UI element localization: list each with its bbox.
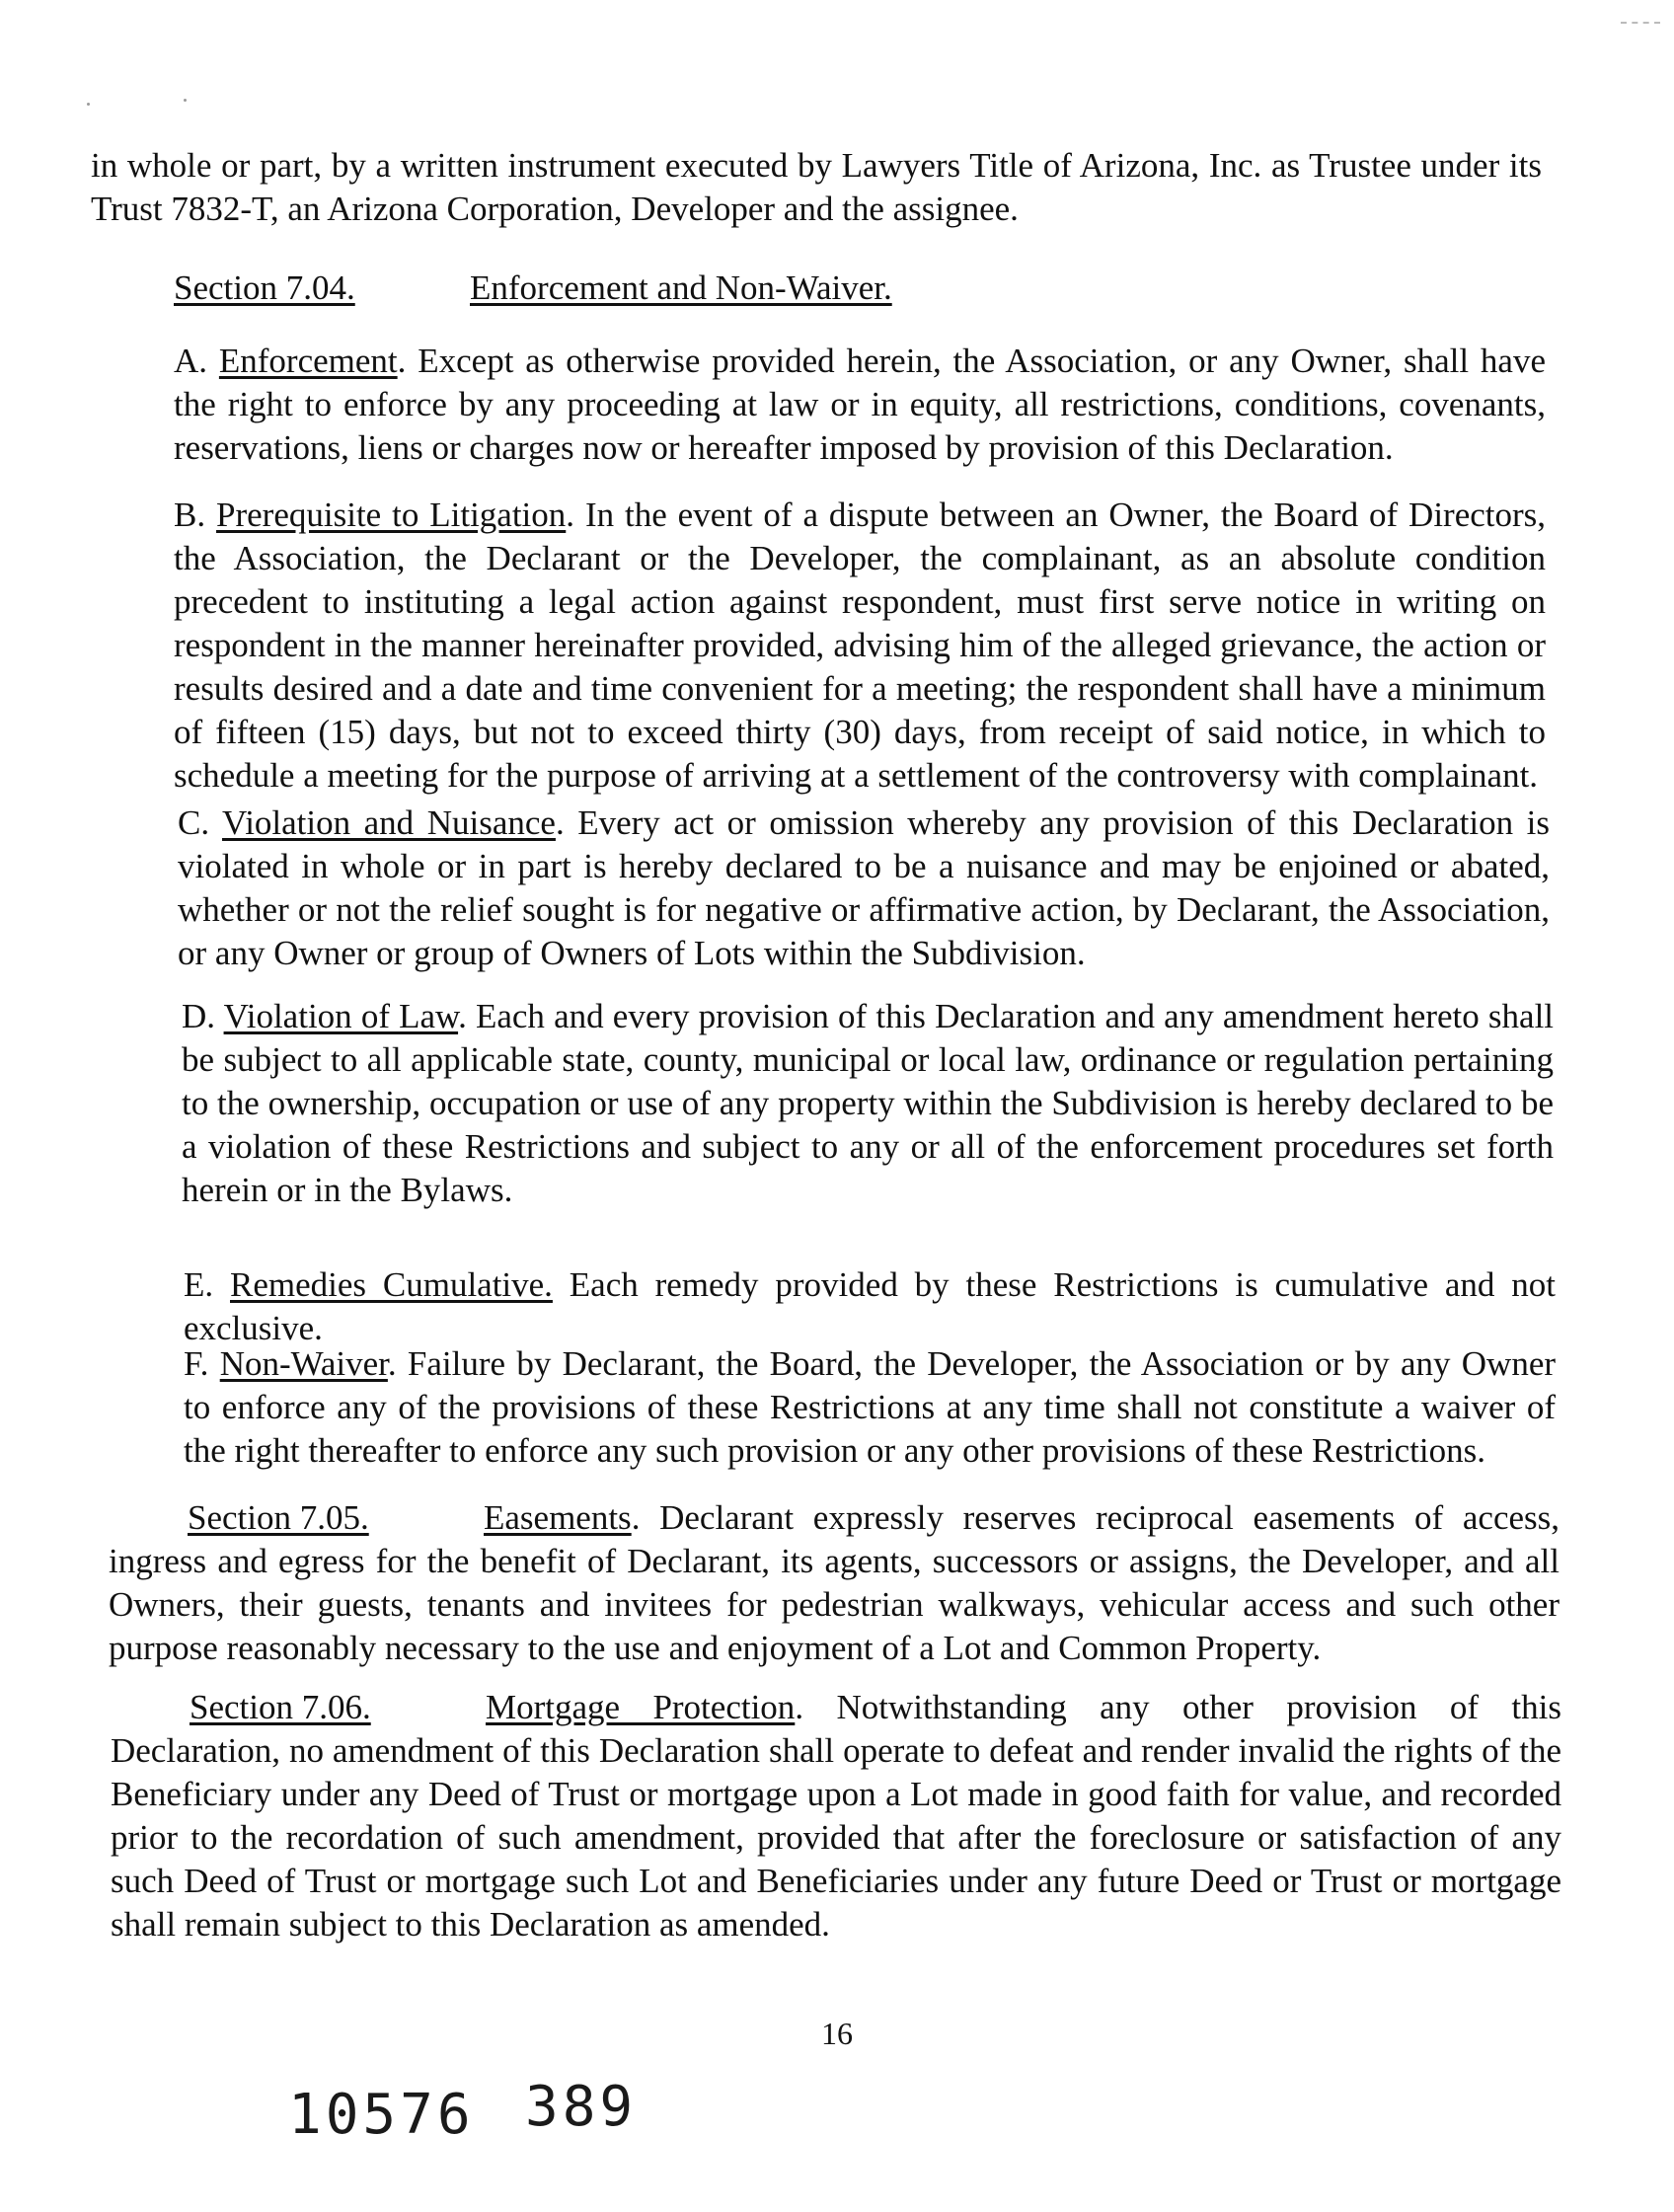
section-704-heading bbox=[174, 267, 892, 310]
scan-speck bbox=[87, 103, 90, 106]
item-c-letter: C. bbox=[178, 803, 210, 842]
item-d-title: Violation of Law bbox=[223, 997, 459, 1035]
item-f: F. Non-Waiver. Failure by Declarant, the Board, the Developer, the Association or by any Owner to enforce any of the provisions of these Restrictions at any time shall not constitute a waiver of the right thereafter to enforce any such provision or any other provisions of these Restrictions. bbox=[184, 1344, 1557, 1470]
item-e-letter: E. bbox=[184, 1265, 214, 1304]
section-706-text: Notwithstanding any other provision of this Declaration, no amendment of this Declaration shall operate to defeat and render invalid the rights of the Beneficiary under any Deed of Trust or mortgage upon a Lot made in good faith for value, and recorded prior to the recordation of such amendment, provided that after the foreclosure or satisfaction of any such Deed of Trust or mortgage such Lot and Beneficiaries under any future Deed or Trust or mortgage shall remain subject to this Declaration as amended. bbox=[111, 1688, 1562, 1944]
scan-corner-mark bbox=[1621, 22, 1660, 24]
item-e bbox=[184, 1263, 1556, 1350]
item-a-text: Except as otherwise provided herein, the Association, or any Owner, shall have the right to enforce by any proceeding at law or in equity, all restrictions, conditions, covenants, reservations, liens or charges now or hereafter imposed by provision of this Declaration. bbox=[174, 342, 1546, 467]
item-a-letter: A. bbox=[174, 342, 208, 380]
item-b-title: Prerequisite to Litigation bbox=[216, 496, 567, 534]
item-c-title: Violation and Nuisance bbox=[222, 803, 556, 842]
intro-text: in whole or part, by a written instrument executed by Lawyers Title of Arizona, Inc. as Trustee under its Trust 7832-T, an Arizona Corporation, Developer and the assignee. bbox=[91, 146, 1542, 228]
item-d-text: Each and every provision of this Declaration and any amendment hereto shall be subject to all applicable state, county, municipal or local law, ordinance or regulation pertaining to the ownership, occupation or use of any property within the Subdivision is hereby declared to be a violation of these Restrictions and subject to any or all of the enforcement procedures set forth herein or in the Bylaws. bbox=[182, 997, 1555, 1209]
intro-paragraph bbox=[91, 144, 1542, 231]
item-b: B. Prerequisite to Litigation. In the event of a dispute between an Owner, the Board of Directors, the Association, the Declarant or the Developer, the complainant, as an absolute condition precedent to instituting a legal action against respondent, must first serve notice in writing on respondent in the manner hereinafter provided, advising him of the alleged grievance, the action or results desired and a date and time convenient for a meeting; the respondent shall have a minimum of fifteen (15) days, but not to exceed thirty (30) days, from receipt of said notice, in which to schedule a meeting for the purpose of arriving at a settlement of the controversy with complainant. bbox=[174, 496, 1547, 795]
section-705-number: Section 7.05. bbox=[188, 1498, 369, 1537]
section-706-number: Section 7.06. bbox=[190, 1688, 371, 1726]
item-f-title: Non-Waiver bbox=[219, 1344, 388, 1383]
recording-page-number: 389 bbox=[525, 2075, 638, 2139]
section-705: Section 7.05. Easements. Declarant expressly reserves reciprocal easements of access, ingress and egress for the benefit of Declarant, its agents, successors or assigns, the Developer, and all Owners, their guests, tenants and invitees for pedestrian walkways, vehicular access and such other purpose reasonably necessary to the use and enjoyment of a Lot and Common Property. bbox=[109, 1498, 1560, 1667]
item-a: A. Enforcement. Except as otherwise provided herein, the Association, or any Owner, shall have the right to enforce by any proceeding at law or in equity, all restrictions, conditions, covenants, reservations, liens or charges now or hereafter imposed by provision of this Declaration. bbox=[174, 342, 1546, 467]
item-f-letter: F. bbox=[184, 1344, 209, 1383]
page-number: 16 bbox=[821, 2016, 853, 2051]
scan-speck bbox=[184, 99, 187, 102]
item-b-letter: B. bbox=[174, 496, 206, 534]
item-d-letter: D. bbox=[182, 997, 216, 1035]
section-705-text: Declarant expressly reserves reciprocal easements of access, ingress and egress for the benefit of Declarant, its agents, successors or assigns, the Developer, and all Owners, their guests, tenants and invitees for pedestrian walkways, vehicular access and such other purpose reasonably necessary to the use and enjoyment of a Lot and Common Property. bbox=[109, 1498, 1560, 1667]
section-705-title: Easements bbox=[484, 1498, 632, 1537]
section-704-title: Enforcement and Non-Waiver. bbox=[470, 268, 892, 307]
item-d: D. Violation of Law. Each and every provision of this Declaration and any amendment hereto shall be subject to all applicable state, county, municipal or local law, ordinance or regulation pertaining to the ownership, occupation or use of any property within the Subdivision is hereby declared to be a violation of these Restrictions and subject to any or all of the enforcement procedures set forth herein or in the Bylaws. bbox=[182, 997, 1555, 1209]
item-a-title: Enforcement bbox=[218, 342, 398, 380]
section-704-number: Section 7.04. bbox=[174, 268, 355, 307]
section-706: Section 7.06. Mortgage Protection. Notwithstanding any other provision of this Declaration, no amendment of this Declaration shall operate to defeat and render invalid the rights of the Beneficiary under any Deed of Trust or mortgage upon a Lot made in good faith for value, and recorded prior to the recordation of such amendment, provided that after the foreclosure or satisfaction of any such Deed of Trust or mortgage such Lot and Beneficiaries under any future Deed or Trust or mortgage shall remain subject to this Declaration as amended. bbox=[111, 1688, 1562, 1944]
item-e-title: Remedies Cumulative. bbox=[230, 1265, 553, 1304]
item-f-text: Failure by Declarant, the Board, the Developer, the Association or by any Owner to enforce any of the provisions of these Restrictions at any time shall not constitute a waiver of the right thereafter to enforce any such provision or any other provisions of these Restrictions. bbox=[184, 1344, 1557, 1470]
item-e-text: Each remedy provided by these Restrictions is cumulative and not exclusive. bbox=[184, 1265, 1557, 1347]
item-c-text: Every act or omission whereby any provision of this Declaration is violated in whole or in part is hereby declared to be a nuisance and may be enjoined or abated, whether or not the relief sought is for negative or affirmative action, by Declarant, the Association, or any Owner or group of Owners of Lots within the Subdivision. bbox=[178, 803, 1550, 972]
item-c: C. Violation and Nuisance. Every act or omission whereby any provision of this Declaration is violated in whole or in part is hereby declared to be a nuisance and may be enjoined or abated, whether or not the relief sought is for negative or affirmative action, by Declarant, the Association, or any Owner or group of Owners of Lots within the Subdivision. bbox=[178, 803, 1550, 972]
section-706-title: Mortgage Protection bbox=[486, 1688, 796, 1726]
item-b-text: In the event of a dispute between an Owner, the Board of Directors, the Association, the Declarant or the Developer, the complainant, as an absolute condition precedent to instituting a legal action against respondent, must first serve notice in writing on respondent in the manner hereinafter provided, advising him of the alleged grievance, the action or results desired and a date and time convenient for a meeting; the respondent shall have a minimum of fifteen (15) days, but not to exceed thirty (30) days, from receipt of said notice, in which to schedule a meeting for the purpose of arriving at a settlement of the controversy with complainant. bbox=[174, 496, 1547, 795]
recording-book-number: 10576 bbox=[288, 2083, 475, 2147]
